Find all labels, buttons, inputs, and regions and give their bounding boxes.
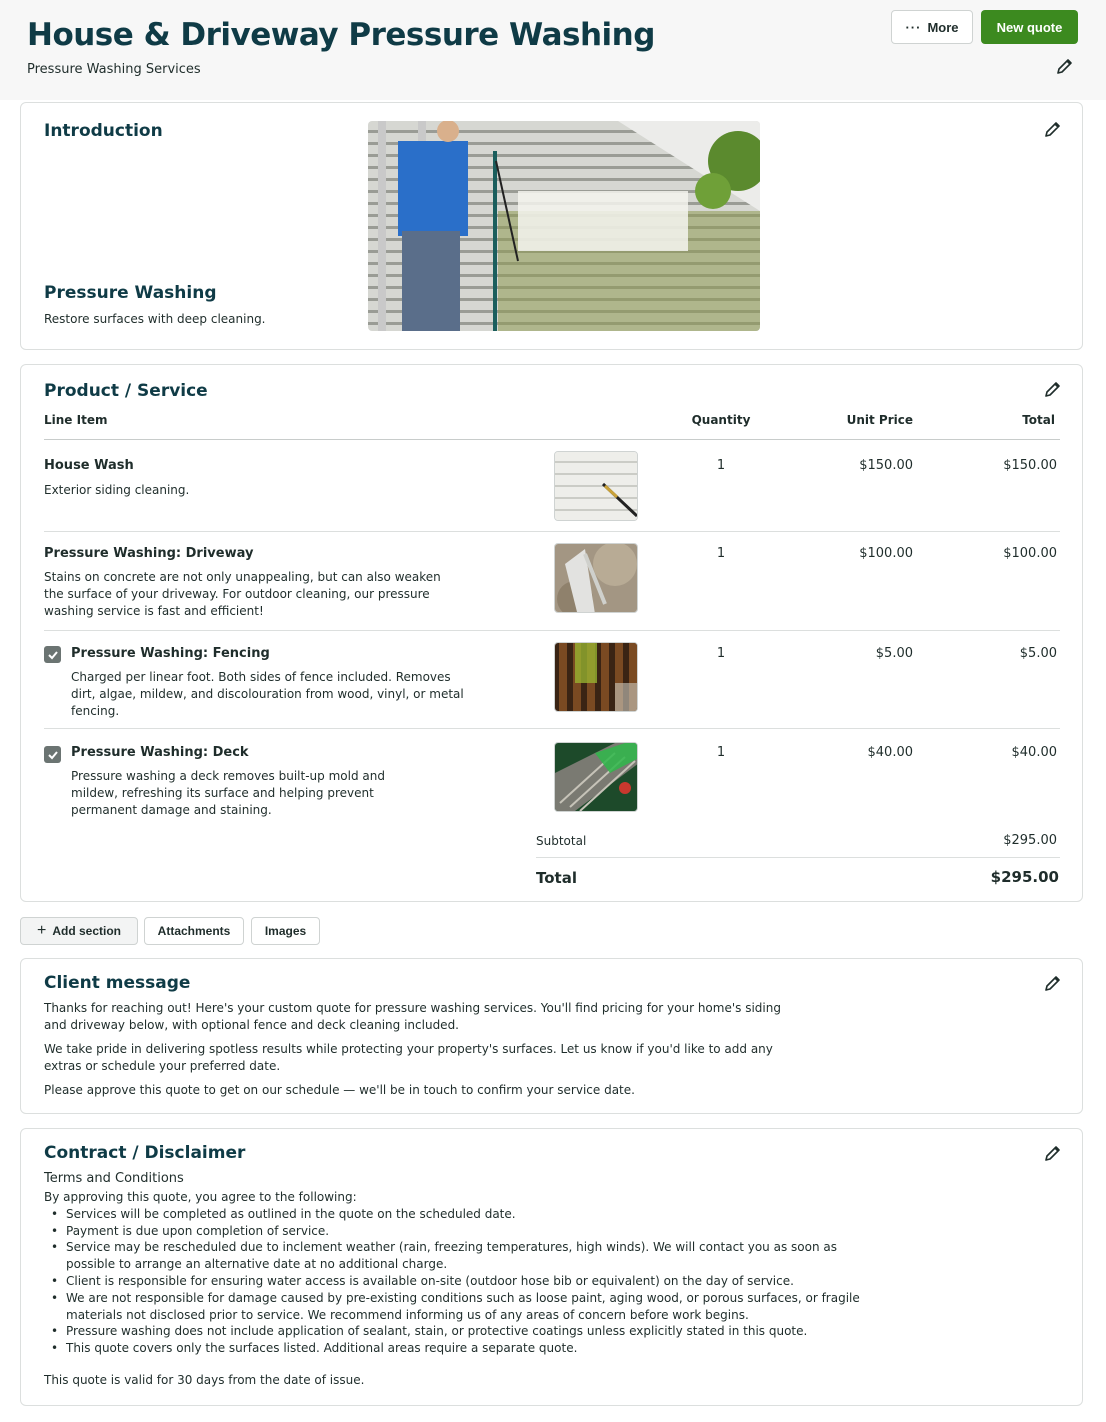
client-message-paragraph: We take pride in delivering spotless results while protecting your property's surfaces. Let us know if you'd like to add any extras or schedule your preferred date. [44,1042,773,1073]
item-description: Stains on concrete are not only unappealing, but can also weaken the surface of your driveway. For outdoor cleaning, our pressure washing service is fast and efficient! [44,570,441,618]
checkmark-icon [47,749,59,761]
item-unit-price: $5.00 [875,646,913,661]
introduction-heading: Introduction [44,121,163,141]
item-total: $5.00 [1019,646,1057,661]
images-button[interactable]: Images [251,917,320,945]
terms-item: • Services will be completed as outlined in the quote on the scheduled date. [44,1206,864,1223]
item-quantity: 1 [716,458,726,473]
totals-divider [536,857,1060,858]
row-divider [44,531,1060,532]
column-header-line-item: Line Item [44,413,108,427]
item-unit-price: $100.00 [859,546,913,561]
terms-list [44,1206,864,1357]
terms-body [44,1189,864,1357]
ellipsis-icon: ··· [905,19,922,35]
terms-item: • Service may be rescheduled due to inclement weather (rain, freezing temperatures, high winds). We will contact you as soon as possible to arrange an alternative date at no additional charge. [44,1239,864,1273]
client-message-heading: Client message [44,973,191,993]
checkmark-icon [47,649,59,661]
edit-introduction-pencil-icon[interactable] [1043,119,1063,139]
terms-item: • Pressure washing does not include application of sealant, stain, or protective coatings unless explicitly stated in this quote. [44,1323,864,1340]
more-button-label: More [927,19,959,35]
row-divider [44,630,1060,631]
item-unit-price: $40.00 [867,745,913,760]
terms-item: • Client is responsible for ensuring water access is available on-site (outdoor hose bib or equivalent) on the day of service. [44,1273,864,1290]
add-section-button[interactable] [20,917,138,945]
column-header-quantity: Quantity [691,413,751,427]
terms-item: • Payment is due upon completion of service. [44,1223,864,1240]
edit-products-pencil-icon[interactable] [1043,379,1063,399]
item-thumbnail [554,451,638,521]
item-quantity: 1 [716,546,726,561]
contract-heading: Contract / Disclaimer [44,1143,246,1163]
row-divider [44,728,1060,729]
terms-item: • This quote covers only the surfaces listed. Additional areas require a separate quote. [44,1340,864,1357]
terms-intro: By approving this quote, you agree to the following: [44,1190,357,1204]
edit-contract-pencil-icon[interactable] [1043,1143,1063,1163]
intro-photo [368,121,760,331]
total-value: $295.00 [990,868,1059,886]
optional-item-checkbox[interactable] [44,746,61,763]
item-description: Exterior siding cleaning. [44,483,190,497]
item-description: Pressure washing a deck removes built-up mold and mildew, refreshing its surface and helping prevent permanent damage and staining. [71,769,385,817]
header-divider [44,439,1060,440]
terms-title: Terms and Conditions [44,1171,184,1186]
item-description: Charged per linear foot. Both sides of fence included. Removes dirt, algae, mildew, and discolouration from wood, vinyl, or metal fencing. [71,670,464,718]
attachments-button[interactable]: Attachments [144,917,244,945]
plus-icon: + [36,922,47,939]
quote-validity: This quote is valid for 30 days from the date of issue. [44,1373,365,1387]
add-section-label: Add section [52,924,121,938]
edit-title-pencil-icon[interactable] [1055,56,1075,76]
item-total: $40.00 [1011,745,1057,760]
product-service-heading: Product / Service [44,381,208,401]
item-total: $100.00 [1003,546,1057,561]
optional-item-checkbox[interactable] [44,646,61,663]
page-title: House & Driveway Pressure Washing [27,17,655,53]
item-name: Pressure Washing: Deck [71,745,249,760]
contract-card [20,1128,1083,1406]
product-service-card [20,364,1083,902]
column-header-total: Total [1022,413,1055,427]
client-message-card [20,958,1083,1114]
service-description: Restore surfaces with deep cleaning. [44,312,266,326]
new-quote-button[interactable]: New quote [981,10,1078,44]
terms-item: • We are not responsible for damage caused by pre-existing conditions such as loose paint, aging wood, or porous surfaces, or fragile materials not disclosed prior to service. We recommend informing us of any areas of concern before work begins. [44,1290,864,1324]
subtotal-value: $295.00 [1003,833,1057,848]
column-header-unit-price: Unit Price [846,413,913,427]
page-subtitle: Pressure Washing Services [27,62,201,77]
edit-client-message-pencil-icon[interactable] [1043,973,1063,993]
introduction-card [20,102,1083,350]
item-thumbnail [554,642,638,712]
item-unit-price: $150.00 [859,458,913,473]
item-name: Pressure Washing: Driveway [44,546,254,561]
item-quantity: 1 [716,745,726,760]
item-total: $150.00 [1003,458,1057,473]
page-header [0,0,1106,100]
item-quantity: 1 [716,646,726,661]
subtotal-label: Subtotal [536,834,587,848]
item-name: House Wash [44,458,134,473]
item-thumbnail [554,742,638,812]
client-message-paragraph: Please approve this quote to get on our schedule — we'll be in touch to confirm your service date. [44,1083,635,1097]
item-thumbnail [554,543,638,613]
item-name: Pressure Washing: Fencing [71,646,270,661]
service-title: Pressure Washing [44,283,217,303]
client-message-paragraph: Thanks for reaching out! Here's your custom quote for pressure washing services. You'll find pricing for your home's siding and driveway below, with optional fence and deck cleaning included. [44,1001,781,1032]
more-button[interactable] [891,10,973,44]
total-label: Total [536,869,577,887]
